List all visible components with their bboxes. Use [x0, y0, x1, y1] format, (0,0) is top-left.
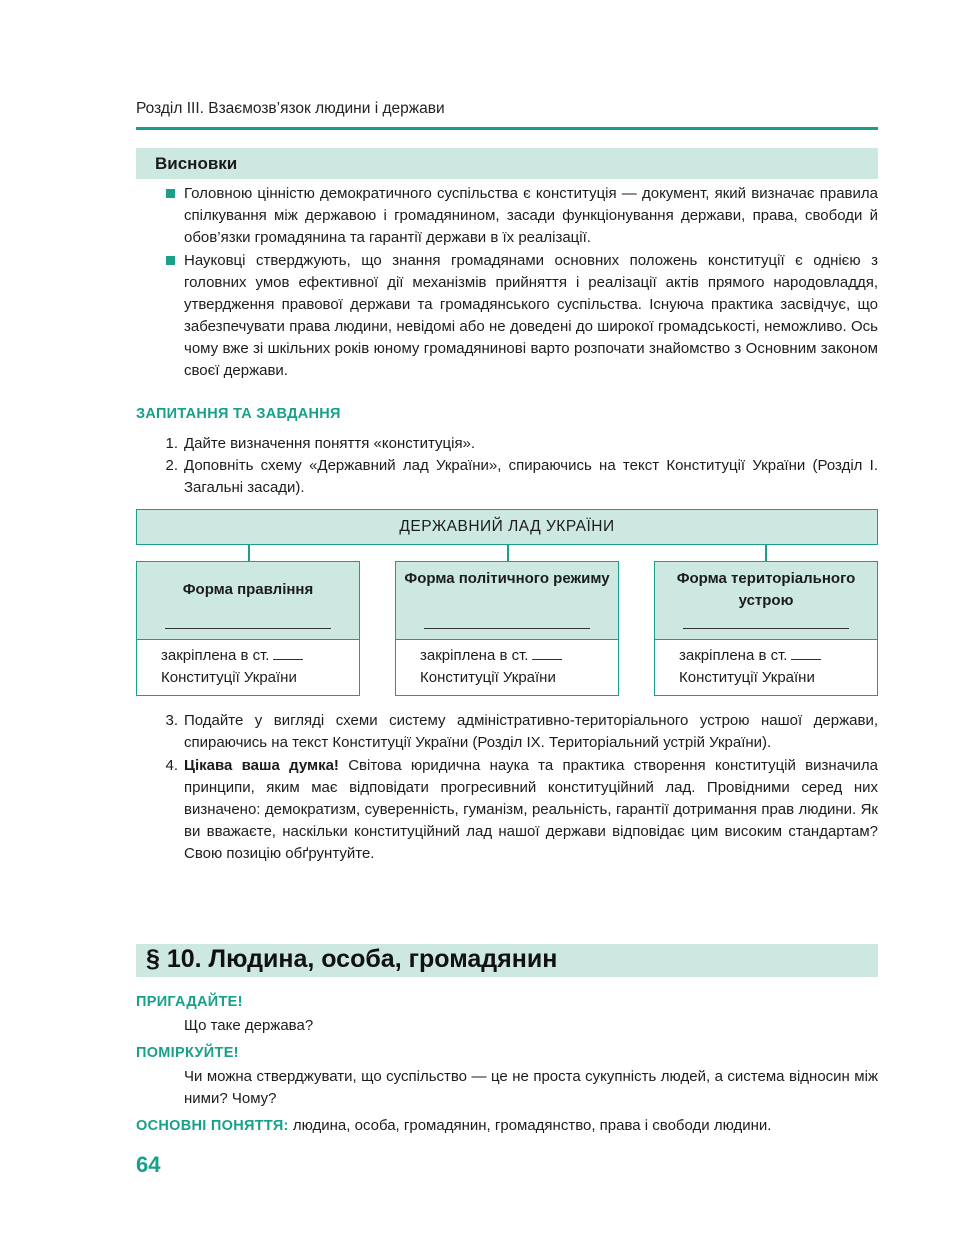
- bullet-text: Науковці стверджують, що знання громадянами основних положень конституції є однією з головних умов ефективної дії механізмів прийняття і реалізації актів прямого народовладдя, утвердження правової держави та громадянського суспільства. Існуюча практика засвідчує, що забезпечувати права людини, невідомі або не доведені до широкої громадськості, неможливо. Ось чому вже зі шкільних років юному громадянинові варто розпочати знайомство з Основним законом своєї держави.: [184, 252, 878, 379]
- constitution-label: Конституції України: [420, 669, 556, 686]
- article-blank[interactable]: [273, 647, 303, 660]
- constitution-label: Конституції України: [679, 669, 815, 686]
- scheme-title-box: [136, 509, 878, 545]
- article-label: закріплена в ст.: [679, 647, 788, 664]
- question-number: 2.: [165, 457, 178, 474]
- article-label: закріплена в ст.: [420, 647, 529, 664]
- scheme-box-territorial-structure: [654, 561, 878, 696]
- question-text: Дайте визначення поняття «конституція».: [184, 435, 476, 452]
- article-label: закріплена в ст.: [161, 647, 270, 664]
- scheme-connector: [507, 545, 509, 561]
- scheme-box-footer: [420, 645, 610, 689]
- section-title: § 10. Людина, особа, громадянин: [146, 945, 558, 973]
- answer-blank-line[interactable]: [165, 628, 331, 629]
- header-divider: [136, 127, 878, 130]
- question-number: 1.: [165, 435, 178, 452]
- scheme-connector: [248, 545, 250, 561]
- bullet-text: Головною цінністю демократичного суспільства є конституція — документ, який визначає правила спілкування між державою і громадянином, засади функціонування держави, права, свободи й обов’язки громадянина та гарантії держави в їх реалізації.: [184, 185, 878, 246]
- question-item: [165, 710, 878, 754]
- page-number: 64: [136, 1152, 161, 1177]
- square-bullet-icon: [166, 256, 175, 265]
- remember-text: Що таке держава?: [184, 1017, 314, 1034]
- question-item: [165, 755, 878, 865]
- questions-heading: ЗАПИТАННЯ ТА ЗАВДАННЯ: [136, 406, 341, 422]
- scheme-box-footer: [161, 645, 351, 689]
- running-header: Розділ ІІІ. Взаємозв’язок людини і держави: [136, 100, 445, 117]
- question-item: [165, 455, 878, 499]
- scheme-box-government-form: [136, 561, 360, 696]
- scheme-box-header: [396, 562, 618, 640]
- conclusions-title: Висновки: [155, 154, 238, 173]
- question-item: [165, 433, 878, 455]
- square-bullet-icon: [166, 189, 175, 198]
- answer-blank-line[interactable]: [424, 628, 590, 629]
- scheme-title: ДЕРЖАВНИЙ ЛАД УКРАЇНИ: [399, 518, 615, 535]
- question-text: Доповніть схему «Державний лад України», спираючись на текст Конституції України (Розділ І. Загальні засади).: [184, 457, 878, 496]
- scheme-connector: [765, 545, 767, 561]
- scheme-box-title: Форма правління: [182, 581, 314, 598]
- scheme-box-political-regime: [395, 561, 619, 696]
- remember-label: ПРИГАДАЙТЕ!: [136, 994, 243, 1010]
- article-blank[interactable]: [791, 647, 821, 660]
- conclusions-banner: [136, 148, 878, 179]
- key-concepts-label: ОСНОВНІ ПОНЯТТЯ:: [136, 1118, 289, 1134]
- key-concepts: [136, 1115, 878, 1137]
- question-emphasis: Цікава ваша думка!: [184, 757, 339, 774]
- question-text: Подайте у вигляді схеми систему адміністративно-територіального устрою нашої держави, спираючись на текст Конституції України (Розділ ІХ. Територіальний устрій України).: [184, 712, 878, 751]
- answer-blank-line[interactable]: [683, 628, 849, 629]
- scheme-box-header: [655, 562, 877, 640]
- question-number: 4.: [165, 757, 178, 774]
- think-text: Чи можна стверджувати, що суспільство — це не проста сукупність людей, а система відносин між ними? Чому?: [184, 1068, 878, 1107]
- scheme-box-title: Форма політичного режиму: [404, 570, 610, 587]
- scheme-box-title: Форма територіального устрою: [676, 570, 856, 609]
- key-concepts-text: людина, особа, громадянин, громадянство, права і свободи людини.: [288, 1117, 772, 1134]
- scheme-box-header: [137, 562, 359, 640]
- constitution-label: Конституції України: [161, 669, 297, 686]
- question-text: Світова юридична наука та практика створення конституцій визначила принципи, яким має відповідати прогресивний конституційний лад. Провідними серед них визначено: демократизм, суверенність, гуманізм, реальність, гарантії дотримання прав людини. Як ви вважаєте, наскільки конституційний лад нашої держави відповідає цим високим стандартам? Свою позицію обґрунтуйте.: [184, 757, 878, 862]
- conclusion-bullet: [184, 250, 878, 382]
- scheme-box-footer: [679, 645, 869, 689]
- question-number: 3.: [165, 712, 178, 729]
- article-blank[interactable]: [532, 647, 562, 660]
- conclusion-bullet: [184, 183, 878, 249]
- think-label: ПОМІРКУЙТЕ!: [136, 1045, 239, 1061]
